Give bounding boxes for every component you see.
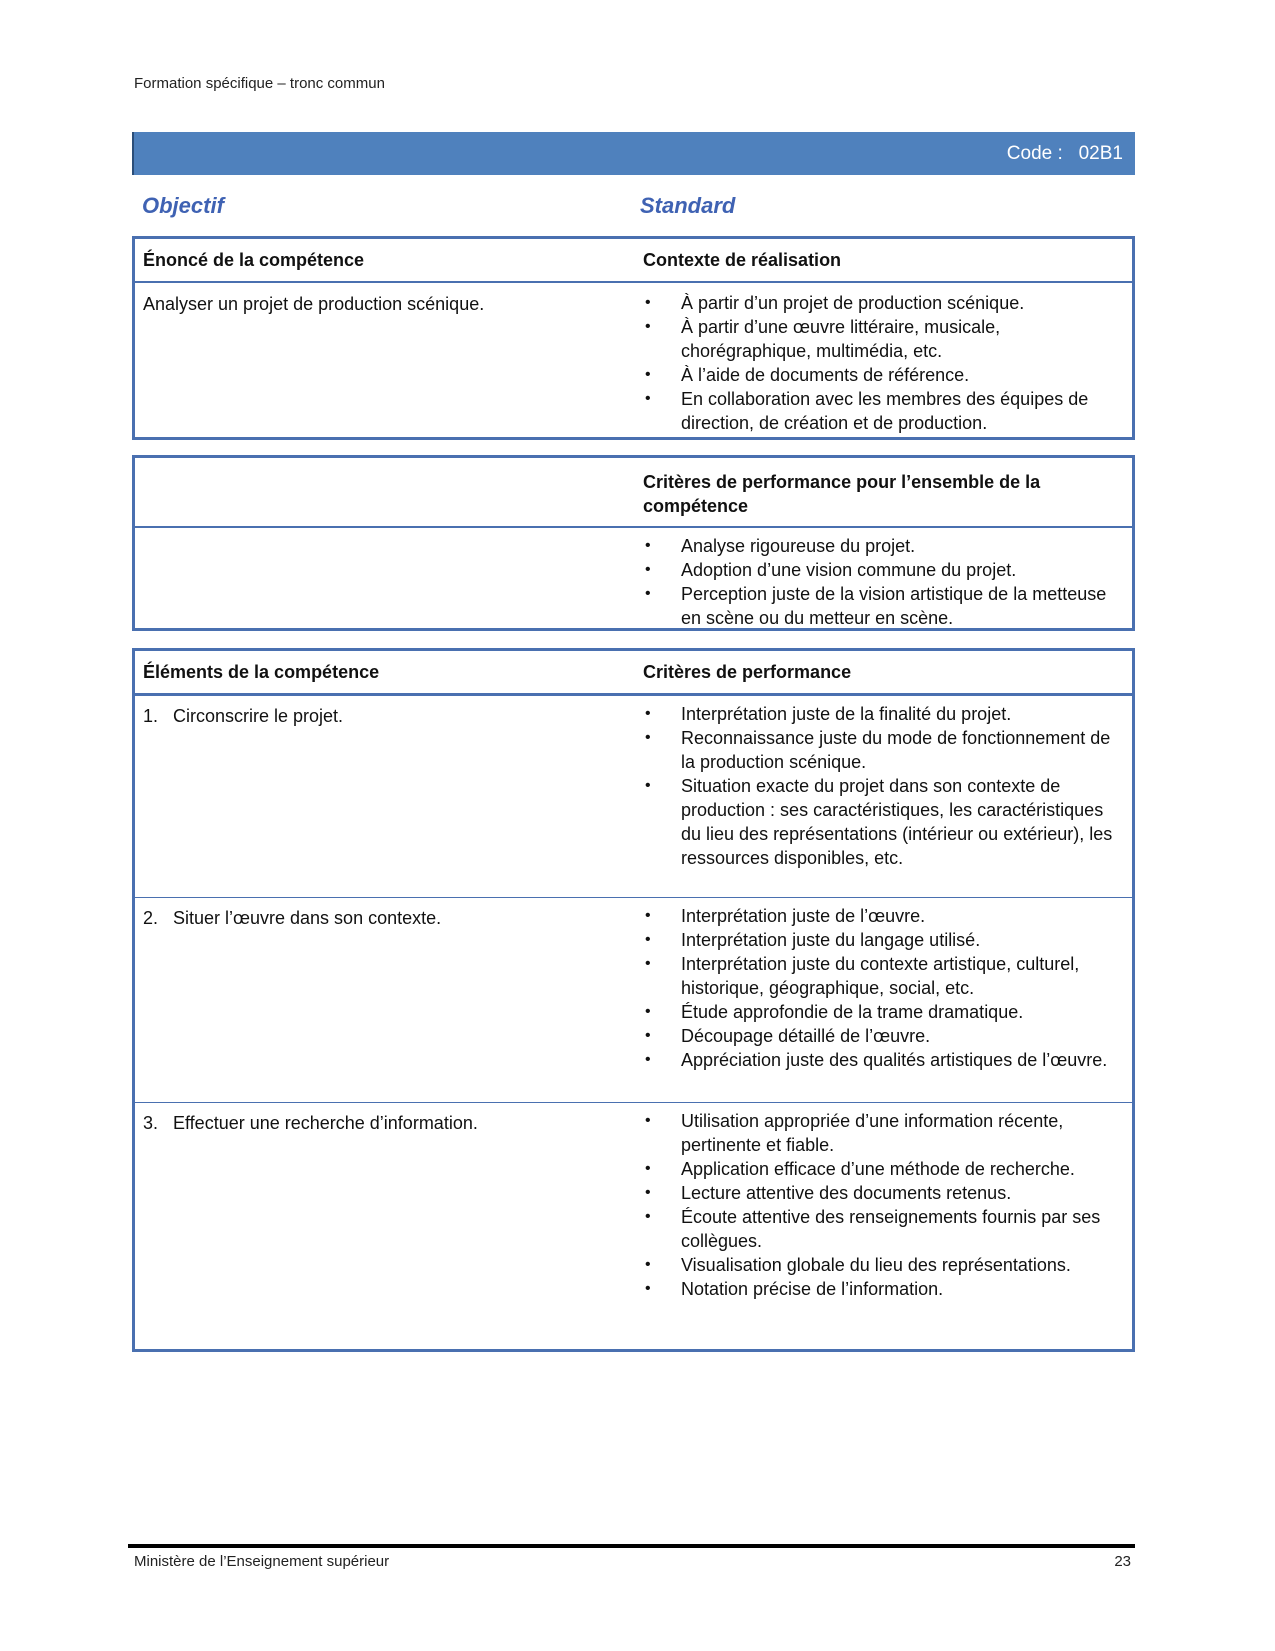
criteres-ensemble-list <box>643 534 1121 630</box>
list-item: • Application efficace d’une méthode de recherche. <box>643 1157 1121 1181</box>
criteres-title: Critères de performance <box>643 662 852 682</box>
list-item: • Interprétation juste du contexte artistique, culturel, historique, géographique, social, etc. <box>643 952 1121 1000</box>
list-item: • Étude approfondie de la trame dramatique. <box>643 1000 1121 1024</box>
list-item: • Perception juste de la vision artistique de la metteuse en scène ou du metteur en scène. <box>643 582 1121 630</box>
contexte-list <box>643 291 1121 435</box>
elements-panel <box>132 648 1135 1352</box>
footer-rule <box>128 1544 1135 1548</box>
element-text: Situer l’œuvre dans son contexte. <box>173 908 442 928</box>
competence-panel-head <box>135 239 1132 283</box>
list-item: • Notation précise de l’information. <box>643 1277 1121 1301</box>
element-criteria-list <box>643 1109 1121 1301</box>
criteres-ensemble-title: Critères de performance pour l’ensemble de la compétence <box>643 472 1041 516</box>
table-row <box>135 897 1132 1102</box>
list-item: • Lecture attentive des documents retenus. <box>643 1181 1121 1205</box>
element-text: Effectuer une recherche d’information. <box>173 1113 478 1133</box>
list-item: • Utilisation appropriée d’une information récente, pertinente et fiable. <box>643 1109 1121 1157</box>
element-number: 1. <box>143 706 159 726</box>
element-number: 3. <box>143 1113 159 1133</box>
list-item: • Découpage détaillé de l’œuvre. <box>643 1024 1121 1048</box>
objectif-heading: Objectif <box>142 193 224 218</box>
element-text: Circonscrire le projet. <box>173 706 344 726</box>
list-item: • Écoute attentive des renseignements fournis par ses collègues. <box>643 1205 1121 1253</box>
list-item: • À l’aide de documents de référence. <box>643 363 1121 387</box>
element-label <box>143 1113 478 1134</box>
code-bar <box>132 132 1135 175</box>
element-number: 2. <box>143 908 159 928</box>
element-criteria-list <box>643 904 1121 1072</box>
table-row <box>135 695 1132 897</box>
elements-panel-head <box>135 651 1132 695</box>
list-item: • Interprétation juste du langage utilisé. <box>643 928 1121 952</box>
element-label <box>143 908 441 929</box>
list-item: • Interprétation juste de l’œuvre. <box>643 904 1121 928</box>
competence-panel <box>132 236 1135 440</box>
criteres-ensemble-head <box>135 458 1132 528</box>
footer-ministry: Ministère de l’Enseignement supérieur <box>134 1553 390 1570</box>
list-item: • Analyse rigoureuse du projet. <box>643 534 1121 558</box>
element-criteria-list <box>643 702 1121 870</box>
enonce-title: Énoncé de la compétence <box>143 250 365 270</box>
list-item: • En collaboration avec les membres des équipes de direction, de création et de production. <box>643 387 1121 435</box>
list-item: • Interprétation juste de la finalité du projet. <box>643 702 1121 726</box>
element-label <box>143 706 343 727</box>
code-label: Code : 02B1 <box>1006 143 1123 164</box>
list-item: • Situation exacte du projet dans son contexte de production : ses caractéristiques, les caractéristiques du lieu des représentations (intérieur ou extérieur), les ressources disponibles, etc. <box>643 774 1121 870</box>
table-row <box>135 1102 1132 1351</box>
running-header: Formation spécifique – tronc commun <box>134 75 385 92</box>
list-item: • Appréciation juste des qualités artistiques de l’œuvre. <box>643 1048 1121 1072</box>
list-item: • Adoption d’une vision commune du projet. <box>643 558 1121 582</box>
enonce-text: Analyser un projet de production scénique. <box>143 294 485 314</box>
list-item: • Reconnaissance juste du mode de fonctionnement de la production scénique. <box>643 726 1121 774</box>
page-number: 23 <box>1114 1553 1131 1570</box>
elements-title: Éléments de la compétence <box>143 662 380 682</box>
contexte-title: Contexte de réalisation <box>643 250 842 270</box>
list-item: • À partir d’une œuvre littéraire, musicale, chorégraphique, multimédia, etc. <box>643 315 1121 363</box>
list-item: • Visualisation globale du lieu des représentations. <box>643 1253 1121 1277</box>
criteres-ensemble-panel <box>132 455 1135 631</box>
standard-heading: Standard <box>640 193 736 218</box>
list-item: • À partir d’un projet de production scénique. <box>643 291 1121 315</box>
